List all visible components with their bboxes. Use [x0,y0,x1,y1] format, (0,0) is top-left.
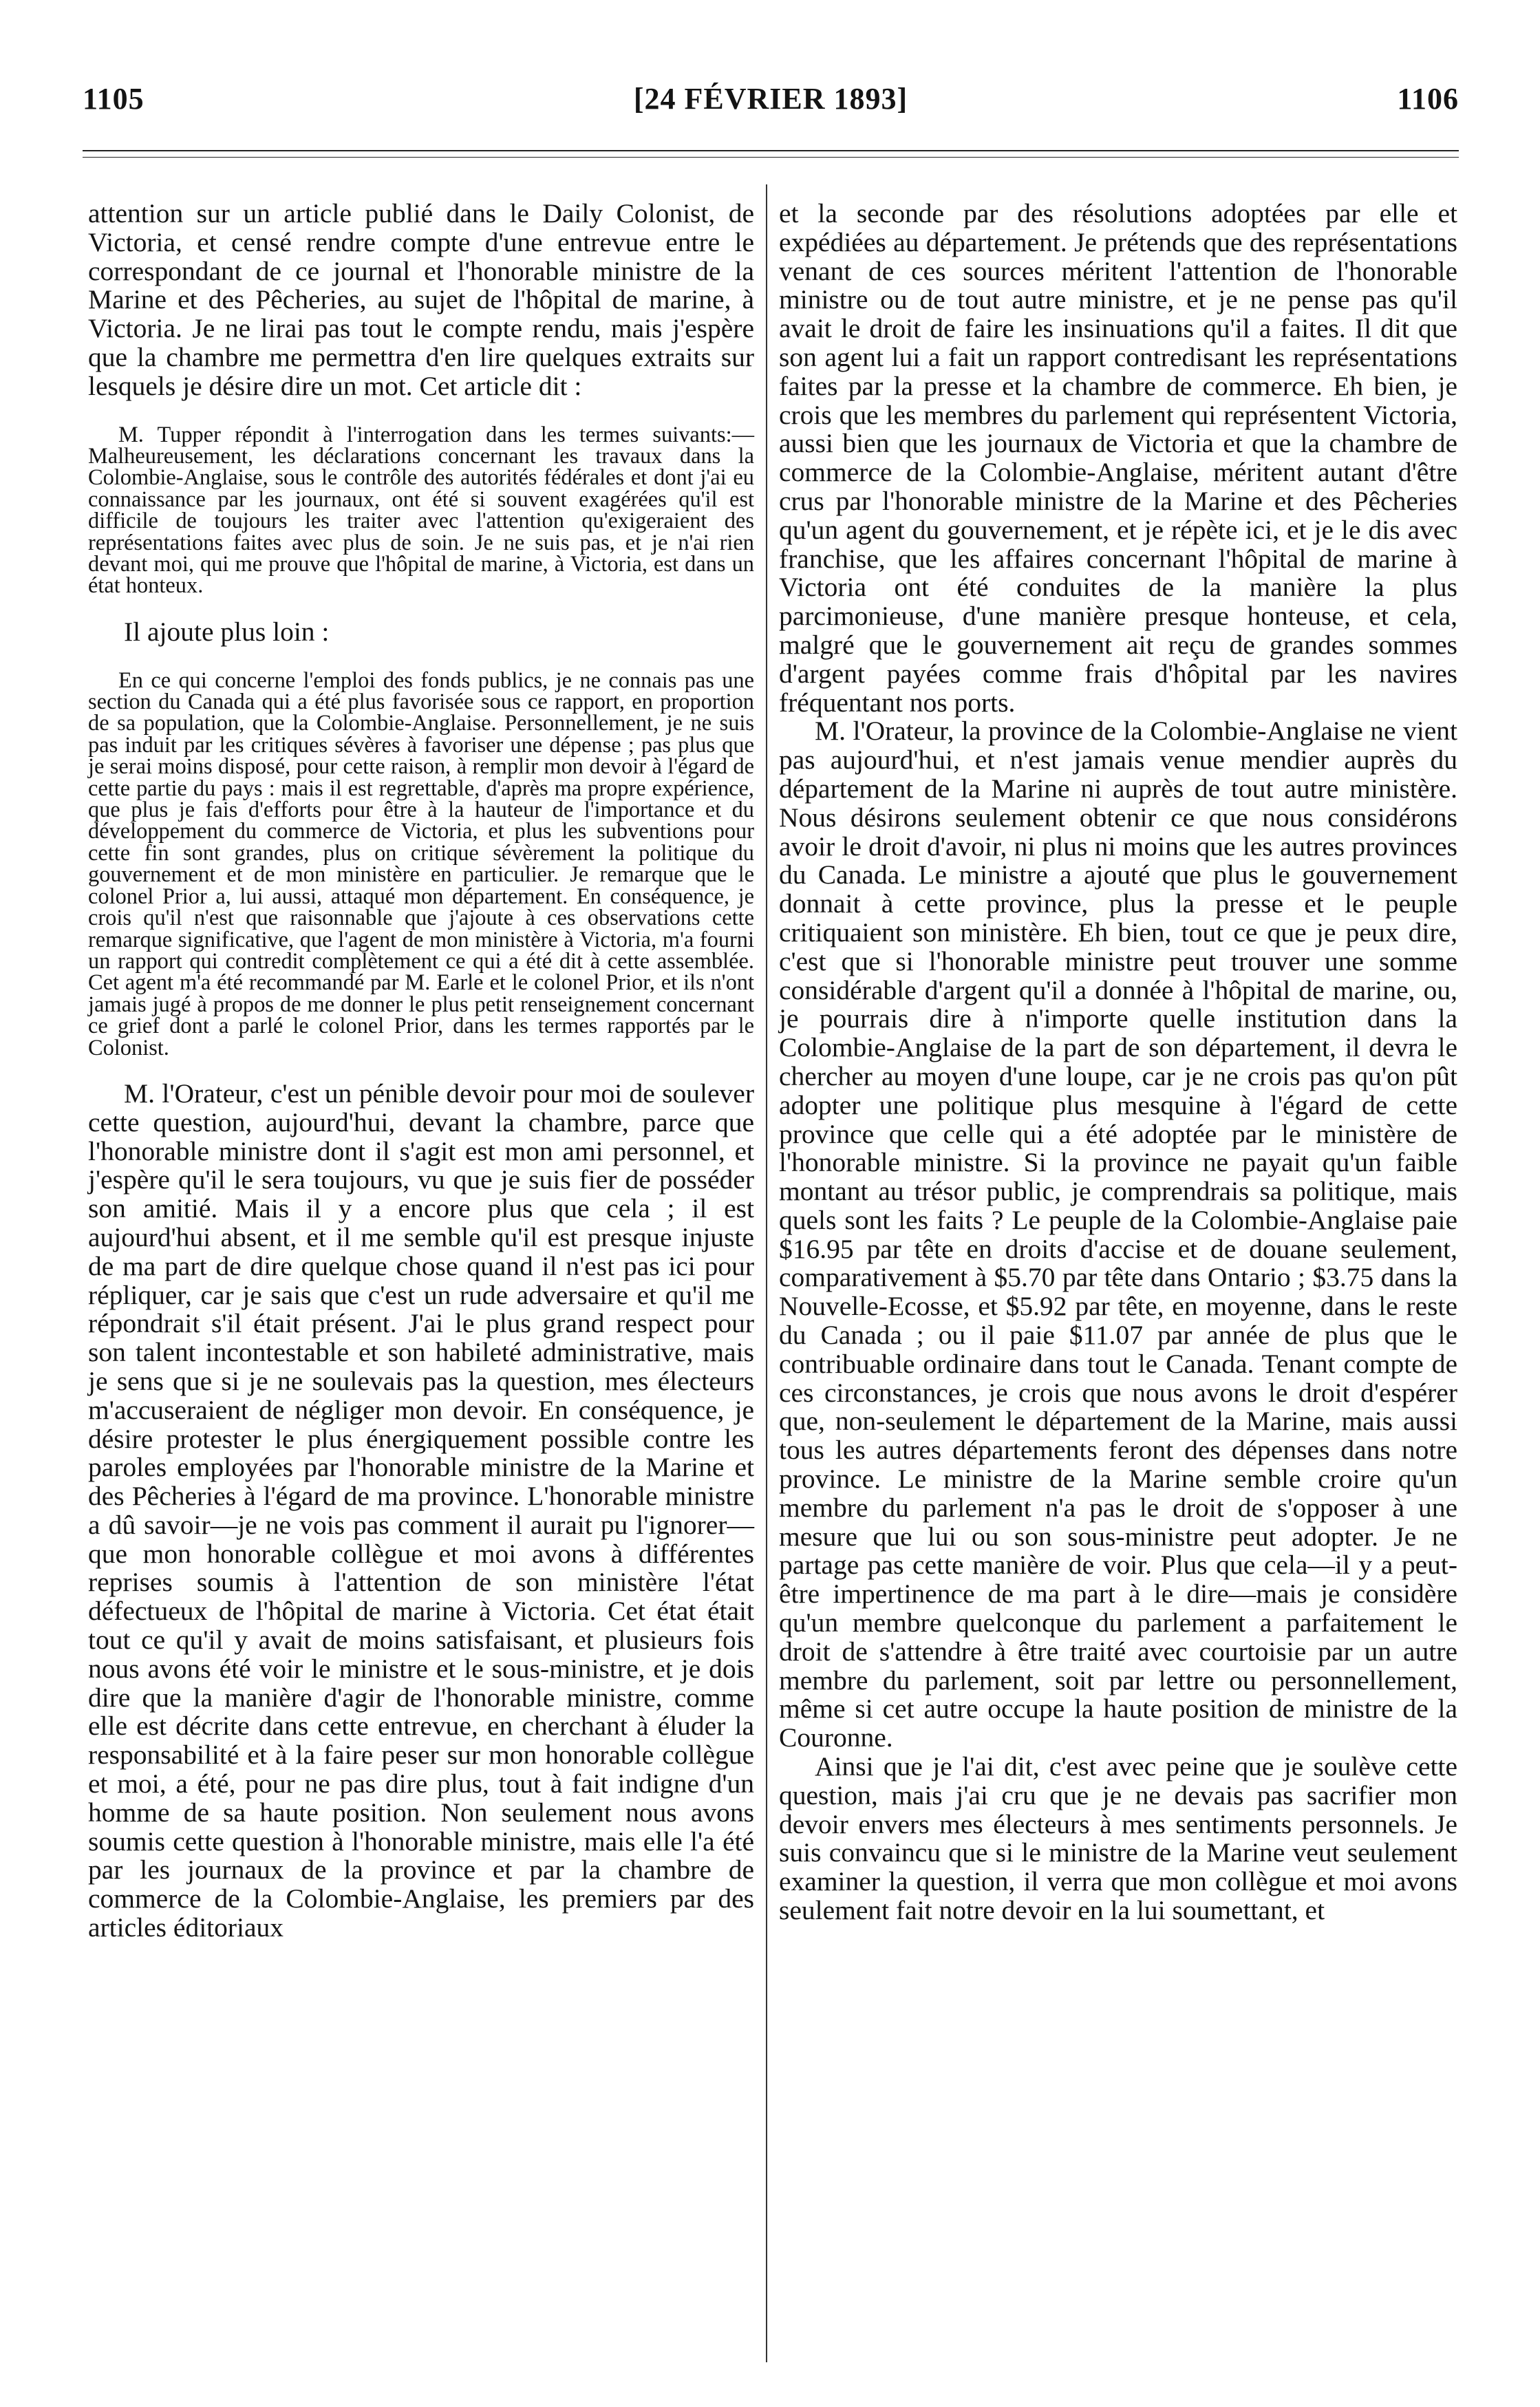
page-number-left: 1105 [83,82,145,116]
quote-paragraph: En ce qui concerne l'emploi des fonds publics, je ne connais pas une section du Canada qui a été plus favorisée sous ce rapport, en proportion de sa population, que la Colombie-Anglaise. Personnellement, je ne suis pas induit par les critiques sévères à favoriser une dépense ; pas plus que je serai moins disposé, pour cette raison, à remplir mon devoir à l'égard de cette partie du pays : mais il est regrettable, d'après ma propre expérience, que plus je fais d'efforts pour être à la hauteur de l'importance et du développement du commerce de Victoria, et plus les subventions pour cette fin sont grandes, plus on critique sévèrement la politique du gouvernement et de mon ministère en particulier. Je remarque que le colonel Prior a, lui aussi, attaqué mon département. En conséquence, je crois qu'il n'est que raisonnable que j'ajoute à ces observations cette remarque significative, que l'agent de mon ministère à Victoria, m'a fourni un rapport qui contredit complètement ce qui a été dit à cette assemblée. Cet agent m'a été recommandé par M. Earle et le colonel Prior, et ils n'ont jamais jugé à propos de me donner le plus petit renseignement concernant ce grief dont a parlé le colonel Prior, dans les termes rapportés par le Colonist. [88,667,754,1060]
header-rule-thin [83,157,1459,158]
paragraph: Ainsi que je l'ai dit, c'est avec peine que je soulève cette question, mais j'ai cru que je ne devais pas sacrifier mon devoir envers mes électeurs à mes sentiments personnels. Je suis convaincu que si le ministre de la Marine veut seulement examiner la question, il verra que mon collègue et moi avons seulement fait notre devoir en la lui soumettant, et [779,1751,1457,1926]
header-date: [24 FÉVRIER 1893] [633,82,908,116]
page-header [83,81,1459,136]
block-quote [88,422,754,599]
left-column [88,200,754,1943]
paragraph: attention sur un article publié dans le Daily Colonist, de Victoria, et censé rendre compte d'une entrevue entre le correspondant de ce journal et l'honorable ministre de la Marine et des Pêcheries, au sujet de l'hôpital de marine, à Victoria. Je ne lirai pas tout le compte rendu, mais j'espère que la chambre me permettra d'en lire quelques extraits sur lesquels je désire dire un mot. Cet article dit : [88,198,754,401]
paragraph: et la seconde par des résolutions adoptées par elle et expédiées au département. Je prétends que des représentations venant de ces sources méritent l'attention de l'honorable ministre ou de tout autre ministre, et je ne pense pas qu'il avait le droit de faire les insinuations qu'il a faites. Il dit que son agent lui a fait un rapport contredisant les représentations faites par la presse et la chambre de commerce. Eh bien, je crois que les membres du parlement qui représentent Victoria, aussi bien que les journaux de Victoria et que la chambre de commerce de la Colombie-Anglaise, méritent autant d'être crus par l'honorable ministre de la Marine et des Pêcheries qu'un agent du gouvernement, et je répète ici, et je le dis avec franchise, que les affaires concernant l'hôpital de marine à Victoria ont été conduites de la manière la plus parcimonieuse, d'une manière presque honteuse, et cela, malgré que le gouvernement ait reçu de grandes sommes d'argent payées comme frais d'hôpital par les navires fréquentant nos ports. [779,198,1457,718]
header-rule [83,150,1459,151]
quote-paragraph: M. Tupper répondit à l'interrogation dans les termes suivants:—Malheureusement, les déclarations concernant les travaux dans la Colombie-Anglaise, sous le contrôle des autorités fédérales et dont j'ai eu connaissance par les journaux, ont été si souvent exagérées qu'il est difficile de toujours les traiter avec l'attention qu'exigeraient des représentations faites avec plus de soin. Je ne suis pas, et je n'ai rien devant moi, qui me prouve que l'hôpital de marine, à Victoria, est dans un état honteux. [88,422,754,599]
paragraph: Il ajoute plus loin : [124,616,330,647]
paragraph: M. l'Orateur, la province de la Colombie-Anglaise ne vient pas aujourd'hui, et n'est jamais venue mendier auprès du département de la Marine ni auprès de tout autre ministère. Nous désirons seulement obtenir ce que nous considérons avoir le droit d'avoir, ni plus ni moins que les autres provinces du Canada. Le ministre a ajouté que plus le gouvernement donnait à cette province, plus la presse et le peuple critiquaient son ministère. Eh bien, tout ce que je peux dire, c'est que si l'honorable ministre peut trouver une somme considérable d'argent qu'il a donnée à l'hôpital de marine, ou, je pourrais dire à n'importe quelle institution dans la Colombie-Anglaise de la part de son département, il devra le chercher au moyen d'une loupe, car je ne crois pas qu'on pût adopter une politique plus mesquine à l'égard de cette province que celle qui a été adoptée par le ministère de l'honorable ministre. Si la province ne payait qu'un faible montant au trésor public, je comprendrais sa politique, mais quels sont les faits ? Le peuple de la Colombie-Anglaise paie $16.95 par tête en droits d'accise et de douane seulement, comparativement à $5.70 par tête dans Ontario ; $3.75 dans la Nouvelle-Ecosse, et $5.92 par tête, en moyenne, dans le reste du Canada ; ou il paie $11.07 par année de plus que le contribuable ordinaire dans tout le Canada. Tenant compte de ces circonstances, je crois que nous avons le droit d'espérer que, non-seulement le département de la Marine, mais aussi tous les autres départements feront des dépenses dans notre province. Le ministre de la Marine semble croire qu'un membre du parlement n'a pas le droit de s'opposer à une mesure que lui ou son sous-ministre peut adopter. Je ne partage pas cette manière de voir. Plus que cela—il y a peut-être impertinence de ma part à le dire—mais je considère qu'un membre quelconque du parlement a parfaitement le droit de s'attendre à être traité avec courtoisie par un autre membre du parlement, soit par lettre ou personnellement, même si cet autre occupe la haute position de ministre de la Couronne. [779,716,1457,1753]
block-quote [88,667,754,1060]
column-divider [766,184,767,2362]
page-number-right: 1106 [1397,82,1459,116]
paragraph: M. l'Orateur, c'est un pénible devoir pour moi de soulever cette question, aujourd'hui, devant la chambre, parce que l'honorable ministre dont il s'agit est mon ami personnel, et j'espère qu'il le sera toujours, vu que je suis fier de posséder son amitié. Mais il y a encore plus que cela ; il est aujourd'hui absent, et il me semble qu'il est presque injuste de ma part de dire quelque chose quand il n'est pas ici pour répliquer, car je sais que c'est un rude adversaire et qu'il me répondrait s'il était présent. J'ai le plus grand respect pour son talent incontestable et son habileté administrative, mais je sens que si je ne soulevais pas la question, mes électeurs m'accuseraient de négliger mon devoir. En conséquence, je désire protester le plus énergiquement possible contre les paroles employées par l'honorable ministre de la Marine et des Pêcheries à l'égard de ma province. L'honorable ministre a dû savoir—je ne vois pas comment il aurait pu l'ignorer—que mon honorable collègue et moi avons à différentes reprises soumis à l'attention de son ministère l'état défectueux de l'hôpital de marine à Victoria. Cet état était tout ce qu'il y avait de moins satisfaisant, et plusieurs fois nous avons été voir le ministre et le sous-ministre, et je dois dire que la manière d'agir de l'honorable ministre, comme elle est décrite dans cette entrevue, en cherchant à éluder la responsabilité et à la faire peser sur mon honorable collègue et moi, a été, pour ne pas dire plus, tout à fait indigne d'un homme de sa haute position. Non seulement nous avons soumis cette question à l'honorable ministre, mais elle l'a été par les journaux de la province et par la chambre de commerce de la Colombie-Anglaise, les premiers par des articles éditoriaux [88,1078,754,1943]
right-column [779,200,1457,1925]
